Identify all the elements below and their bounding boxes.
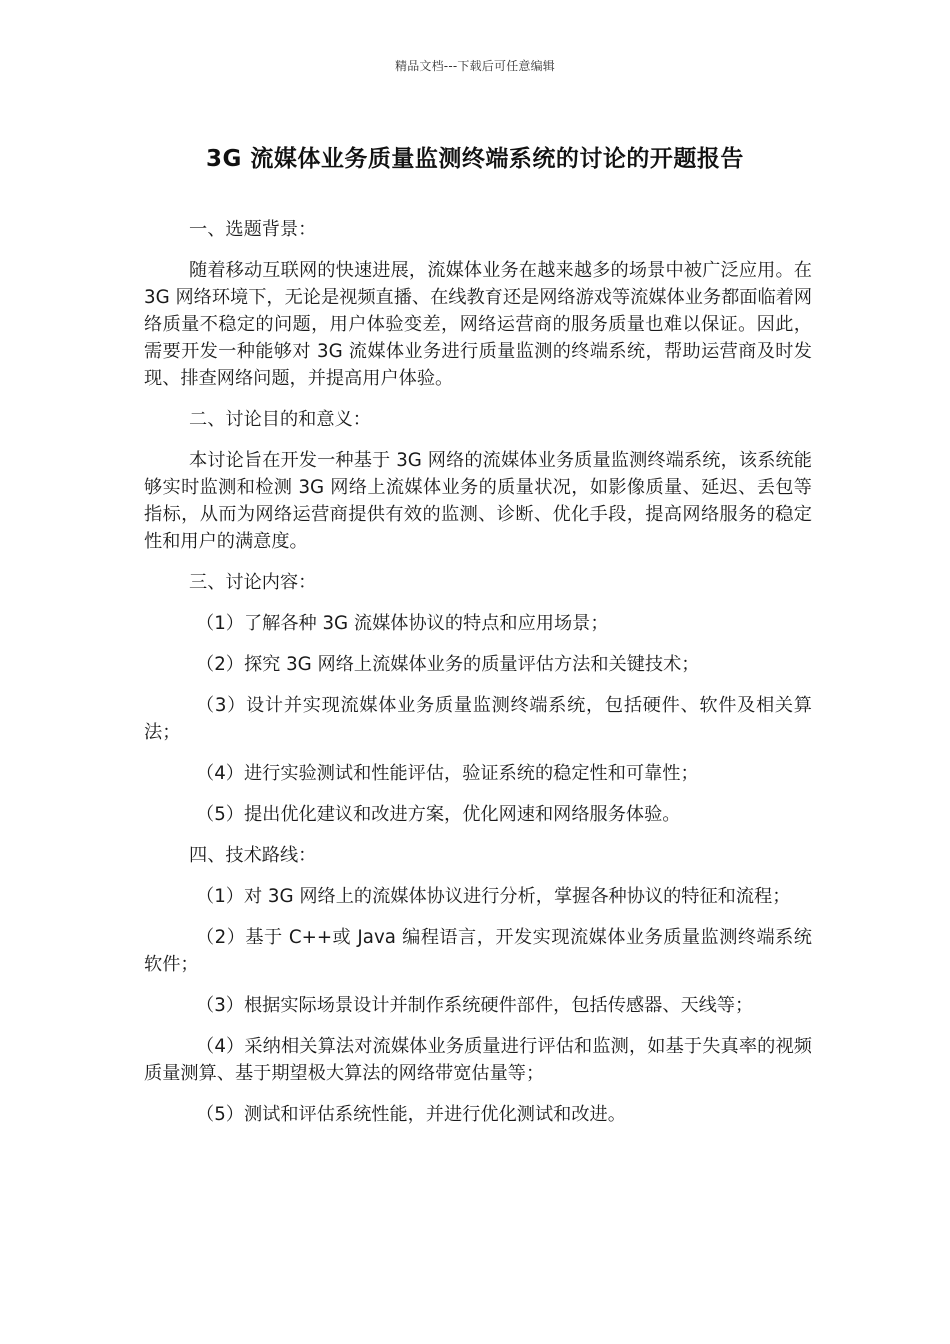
document-title: 3G 流媒体业务质量监测终端系统的讨论的开题报告 xyxy=(206,146,744,172)
technical-route-list-item: （4）采纳相关算法对流媒体业务质量进行评估和监测，如基于失真率的视频质量测算、基于期望极大算法的网络带宽估量等； xyxy=(144,1036,812,1084)
section-text-background: 随着移动互联网的快速进展，流媒体业务在越来越多的场景中被广泛应用。在 3G 网络环境下，无论是视频直播、在线教育还是网络游戏等流媒体业务都面临着网络质量不稳定的问题，用户体验变差，网络运营商的服务质量也难以保证。因此，需要开发一种能够对 3G 流媒体业务进行质量监测的终端系统，帮助运营商及时发现、排查网络问题，并提高用户体验。 xyxy=(144,260,813,389)
section-text-purpose: 本讨论旨在开发一种基于 3G 网络的流媒体业务质量监测终端系统，该系统能够实时监测和检测 3G 网络上流媒体业务的质量状况，如影像质量、延迟、丢包等指标，从而为网络运营商提供有效的监测、诊断、优化手段，提高网络服务的稳定性和用户的满意度。 xyxy=(144,450,812,552)
content-list-item: （3）设计并实现流媒体业务质量监测终端系统，包括硬件、软件及相关算法； xyxy=(144,695,812,743)
technical-route-list-item: （1）对 3G 网络上的流媒体协议进行分析，掌握各种协议的特征和流程； xyxy=(196,886,791,907)
section-heading-content: 三、讨论内容： xyxy=(189,572,317,593)
section-heading-background: 一、选题背景： xyxy=(189,219,317,240)
technical-route-list-item: （2）基于 C++或 Java 编程语言，开发实现流媒体业务质量监测终端系统软件； xyxy=(144,927,812,975)
technical-route-list-item: （3）根据实际场景设计并制作系统硬件部件，包括传感器、天线等； xyxy=(196,995,754,1016)
technical-route-list-item: （5）测试和评估系统性能，并进行优化测试和改进。 xyxy=(196,1104,626,1125)
section-heading-purpose: 二、讨论目的和意义： xyxy=(189,409,371,430)
content-list-item: （4）进行实验测试和性能评估，验证系统的稳定性和可靠性； xyxy=(196,763,699,784)
page-header-note: 精品文档---下载后可任意编辑 xyxy=(395,59,555,73)
section-heading-technical-route: 四、技术路线： xyxy=(189,845,317,866)
content-list-item: （5）提出优化建议和改进方案，优化网速和网络服务体验。 xyxy=(196,804,681,825)
content-list-item: （1）了解各种 3G 流媒体协议的特点和应用场景； xyxy=(196,613,609,634)
document-body xyxy=(144,216,812,1142)
content-list-item: （2）探究 3G 网络上流媒体业务的质量评估方法和关键技术； xyxy=(196,654,700,675)
